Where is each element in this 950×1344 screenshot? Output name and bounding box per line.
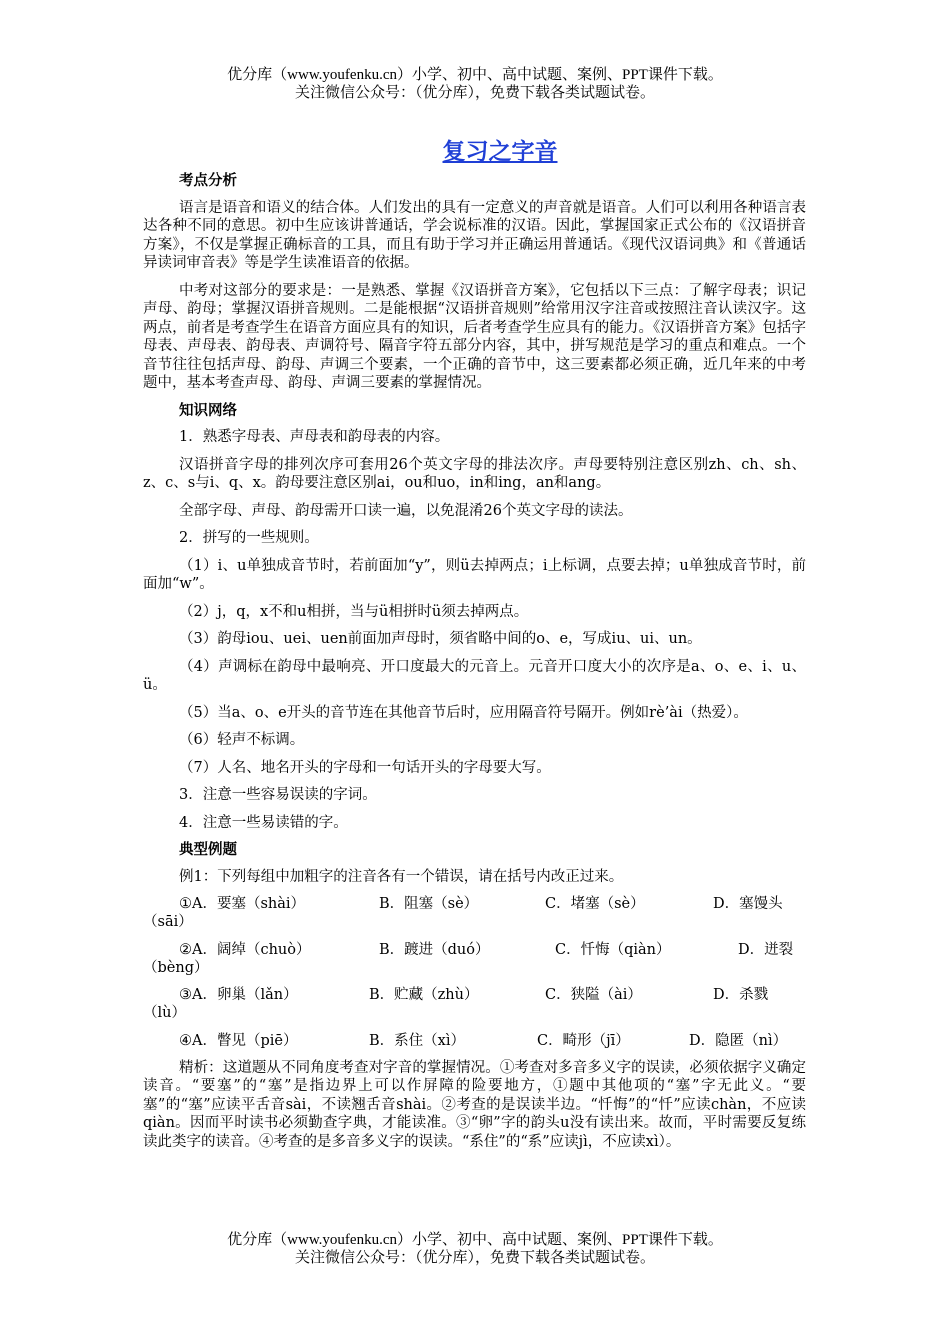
analysis-paragraph-2: 中考对这部分的要求是：一是熟悉、掌握《汉语拼音方案》，它包括以下三点：了解字母表；识记声母、韵母；掌握汉语拼音规则。二是能根据“汉语拼音规则”给常用汉字注音或按照注音认读汉字。这两点，前者是考查学生在语音方面应具有的知识，后者考查学生应具有的能力。《汉语拼音方案》包括字母表、声母表、韵母表、声调符号、隔音字符五部分内容，其中，拼写规范是学习的重点和难点。一个音节往往包括声母、韵母、声调三个要素，一个正确的音节中，这三要素都必须正确，近几年来的中考题中，基本考查声母、韵母、声调三要素的掌握情况。 [143, 282, 806, 391]
document-title[interactable]: 复习之字音 [442, 138, 558, 165]
rule-2: （2）j，q，x不和u相拼，当与ü相拼时ü须去掉两点。 [179, 603, 529, 620]
network-heading: 知识网络 [179, 401, 237, 419]
question-2-option-b: B．踱进（duó） [379, 941, 490, 958]
question-3-option-d-pinyin: （lù） [143, 1005, 186, 1021]
question-1 [143, 895, 806, 932]
analysis-paragraph-1: 语言是语音和语义的结合体。人们发出的具有一定意义的声音就是语音。人们可以利用各种语言表达各种不同的意思。初中生应该讲普通话，学会说标准的汉语。因此，掌握国家正式公布的《汉语拼音方案》，不仅是掌握正确标音的工具，而且有助于学习并正确运用普通话。《现代汉语词典》和《普通话异读词审音表》等是学生读准语音的依据。 [143, 199, 806, 271]
question-3-option-b: B．贮藏（zhù） [369, 987, 479, 1003]
question-4-option-c: C．畸形（jī） [537, 1032, 630, 1049]
network-item-1: 1．熟悉字母表、声母表和韵母表的内容。 [179, 429, 450, 445]
rule-7: （7）人名、地名开头的字母和一句话开头的字母要大写。 [179, 759, 551, 776]
example-heading: 典型例题 [179, 841, 237, 858]
question-4-option-a: ④A．瞥见（piē） [179, 1032, 298, 1049]
question-1-option-d-pinyin: （sāi） [143, 914, 193, 930]
question-4 [143, 1032, 806, 1050]
question-1-option-d: D．塞馒头 [713, 896, 783, 912]
network-item-3: 3．注意一些容易误读的字词。 [179, 787, 377, 803]
network-item-2: 2．拼写的一些规则。 [179, 530, 319, 546]
question-3-option-a: ③A．卵巢（lǎn） [179, 987, 298, 1003]
question-1-option-c: C．堵塞（sè） [545, 896, 645, 912]
page-header [0, 66, 950, 102]
rule-1: （1）i、u单独成音节时，若前面加“y”，则ü去掉两点；i上标调，点要去掉；u单独成音节时，前面加“w”。 [143, 557, 806, 592]
question-2-option-d-pinyin: （bèng） [143, 959, 209, 976]
rule-3: （3）韵母iou、uei、uen前面加声母时，须省略中间的o、e，写成iu、ui、un。 [179, 631, 702, 647]
rule-5: （5）当a、o、e开头的音节连在其他音节后时，应用隔音符号隔开。例如rè’ài（热爱）。 [179, 704, 748, 721]
footer-line-1: 优分库（www.youfenku.cn）小学、初中、高中试题、案例、PPT课件下载。 [227, 1232, 723, 1248]
question-1-option-a: ①A．要塞（shài） [179, 896, 306, 912]
question-2-option-c: C．忏悔（qiàn） [555, 941, 671, 958]
header-line-2: 关注微信公众号：（优分库），免费下载各类试题试卷。 [294, 85, 655, 101]
analysis-heading: 考点分析 [179, 172, 237, 189]
document-body [143, 172, 806, 1160]
rule-4: （4）声调标在韵母中最响亮、开口度最大的元音上。元音开口度大小的次序是a、o、e、i、u、ü。 [143, 658, 806, 693]
question-4-option-d: D．隐匿（nì） [689, 1032, 788, 1049]
rule-6: （6）轻声不标调。 [179, 732, 305, 748]
question-2-option-d: D．迸裂 [738, 941, 794, 958]
question-3-option-c: C．狭隘（ài） [545, 987, 642, 1003]
answer-analysis: 精析：这道题从不同角度考查对字音的掌握情况。①考查对多音多义字的误读，必须依据字义确定读音。“要塞”的“塞”是指边界上可以作屏障的险要地方，①题中其他项的“塞”字无此义。“要塞”的“塞”应读平舌音sài，不读翘舌音shài。②考查的是误读半边。“忏悔”的“忏”应读chàn，不应读qiàn。因而平时读书必须勤查字典，才能读准。③“卵”字的韵头u没有读出来。故而，平时需要反复练读此类字的读音。④考查的是多音多义字的误读。“系住”的“系”应读jì，不应读xì）。 [143, 1059, 806, 1150]
header-line-1: 优分库（www.youfenku.cn）小学、初中、高中试题、案例、PPT课件下载。 [227, 67, 723, 83]
question-2 [143, 941, 806, 978]
question-3 [143, 986, 806, 1023]
network-item-1-paragraph-1: 汉语拼音字母的排列次序可套用26个英文字母的排法次序。声母要特别注意区别zh、ch、sh、z、c、s与i、q、x。韵母要注意区别ai，ou和uo，in和ing，an和ang。 [143, 456, 806, 491]
page-footer [0, 1231, 950, 1267]
question-1-option-b: B．阻塞（sè） [379, 896, 479, 912]
question-3-option-d: D．杀戮 [713, 987, 769, 1003]
footer-line-2: 关注微信公众号：（优分库），免费下载各类试题试卷。 [294, 1250, 655, 1266]
network-item-4: 4．注意一些易读错的字。 [179, 814, 348, 831]
question-4-option-b: B．系住（xì） [369, 1032, 465, 1049]
network-item-1-paragraph-2: 全部字母、声母、韵母需开口读一遍，以免混淆26个英文字母的读法。 [179, 502, 633, 519]
example-1-prompt: 例1：下列每组中加粗字的注音各有一个错误，请在括号内改正过来。 [179, 868, 624, 885]
question-2-option-a: ②A．阔绰（chuò） [179, 941, 311, 958]
